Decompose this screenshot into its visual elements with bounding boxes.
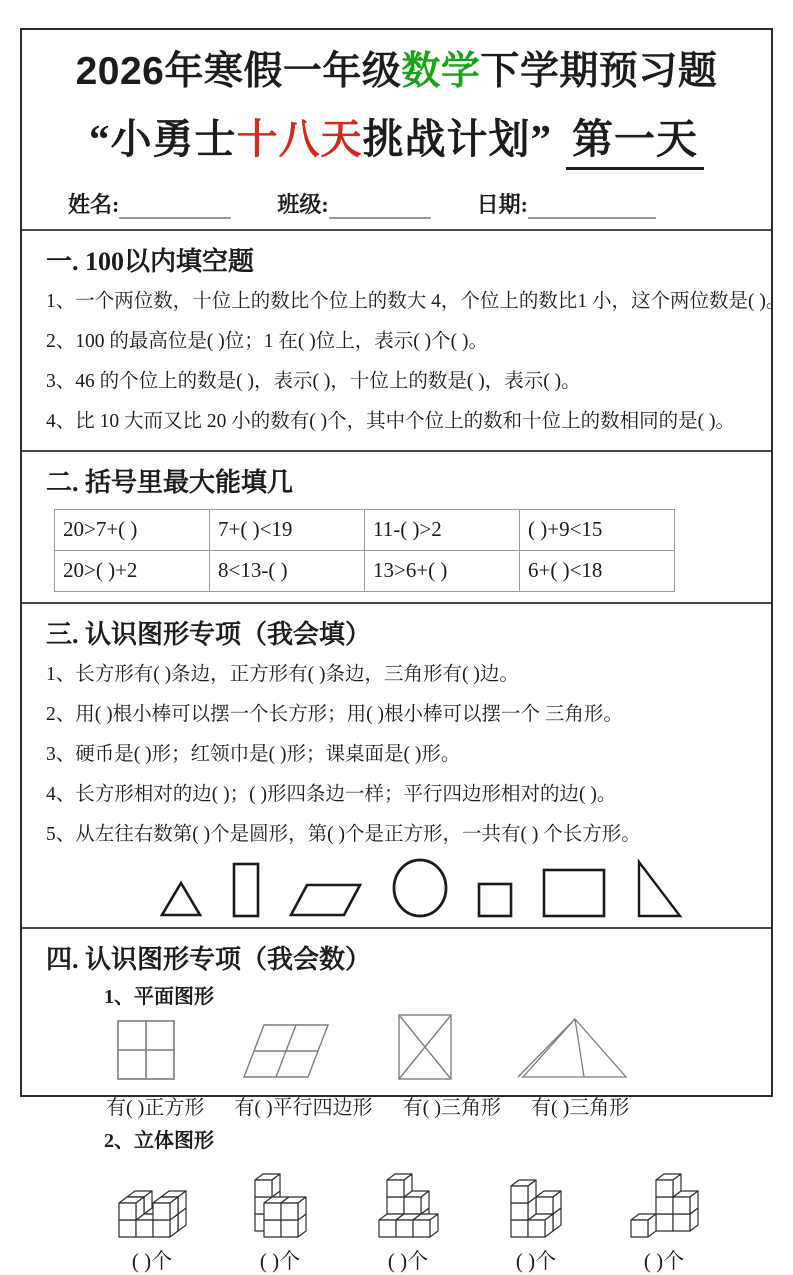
caption-parallelogram-count: 有( )平行四边形 bbox=[234, 1096, 373, 1119]
question-line: 3、46 的个位上的数是( )，表示( )，十位上的数是( )，表示( )。 bbox=[46, 370, 581, 392]
parallelogram-shape bbox=[288, 881, 364, 919]
cube-stack-2-drawing bbox=[253, 1161, 308, 1239]
cube-stack-5-drawing bbox=[629, 1161, 700, 1239]
cube-stack-3 bbox=[344, 1161, 472, 1275]
table-row bbox=[55, 550, 675, 591]
caption-triangle-count-2: 有( )三角形 bbox=[530, 1096, 630, 1119]
section1-heading: 一. 100以内填空题 bbox=[46, 247, 255, 276]
page-subtitle bbox=[46, 106, 747, 170]
question-line: 4、比 10 大而又比 20 小的数有( )个，其中个位上的数和十位上的数相同的是( )。 bbox=[46, 410, 735, 432]
table-cell[interactable]: 13>6+( ) bbox=[365, 550, 520, 591]
solid-figures-label: 2、立体图形 bbox=[104, 1129, 214, 1152]
shapes-row bbox=[158, 857, 747, 919]
student-info-row bbox=[68, 188, 747, 219]
date-blank-line[interactable] bbox=[528, 199, 656, 219]
cube-figures-row bbox=[88, 1161, 747, 1275]
table-cell[interactable]: 6+( )<18 bbox=[520, 550, 675, 591]
table-row bbox=[55, 509, 675, 550]
table-cell[interactable]: 11-( )>2 bbox=[365, 509, 520, 550]
plane-figures-row bbox=[114, 1013, 747, 1083]
cube-count-caption: ( )个 bbox=[131, 1248, 173, 1273]
question-line: 4、长方形相对的边( )；( )形四条边一样；平行四边形相对的边( )。 bbox=[46, 783, 617, 805]
title-prefix: 2026年寒假一年级 bbox=[75, 50, 402, 93]
cube-stack-1-drawing bbox=[117, 1161, 188, 1239]
cube-stack-2 bbox=[216, 1161, 344, 1275]
table-cell[interactable]: 8<13-( ) bbox=[210, 550, 365, 591]
circle-shape bbox=[391, 857, 449, 919]
cube-count-caption: ( )个 bbox=[387, 1248, 429, 1273]
cube-stack-4 bbox=[472, 1161, 600, 1275]
class-field bbox=[277, 188, 430, 219]
question-line: 3、硬币是( )形；红领巾是( )形；课桌面是( )形。 bbox=[46, 743, 461, 765]
triangle-divided-figure bbox=[518, 1015, 630, 1083]
title-suffix: 下学期预习题 bbox=[480, 50, 718, 93]
page-title bbox=[46, 40, 747, 96]
parallelogram-grid-figure bbox=[240, 1019, 332, 1083]
question-line: 1、长方形有( )条边，正方形有( )条边，三角形有( )边。 bbox=[46, 663, 519, 685]
cube-stack-4-drawing bbox=[509, 1161, 563, 1239]
section-divider bbox=[22, 602, 771, 604]
max-fill-table bbox=[54, 509, 675, 592]
question-line: 2、用( )根小棒可以摆一个长方形；用( )根小棒可以摆一个 三角形。 bbox=[46, 703, 623, 725]
table-cell[interactable]: 20>7+( ) bbox=[55, 509, 210, 550]
section3-heading: 三. 认识图形专项（我会填） bbox=[46, 619, 372, 649]
rectangle-diagonals-figure bbox=[394, 1011, 456, 1083]
question-line: 1、一个两位数，十位上的数比个位上的数大 4，个位上的数比1 小，这个两位数是( )。 bbox=[46, 291, 786, 312]
name-field bbox=[68, 188, 231, 219]
section-divider bbox=[22, 927, 771, 929]
caption-square-count: 有( )正方形 bbox=[106, 1096, 205, 1119]
small-square-shape bbox=[476, 881, 514, 919]
subtitle-day-number: 第一天 bbox=[566, 106, 704, 170]
section-divider bbox=[22, 450, 771, 452]
right-triangle-shape bbox=[634, 859, 684, 919]
subtitle-highlight-days: 十八天 bbox=[236, 116, 363, 162]
name-blank-line[interactable] bbox=[119, 199, 231, 219]
question-line: 2、100 的最高位是( )位；1 在( )位上，表示( )个( )。 bbox=[46, 330, 488, 352]
date-label: 日期: bbox=[476, 192, 528, 217]
cube-stack-5 bbox=[600, 1161, 728, 1275]
worksheet-page bbox=[20, 28, 786, 1273]
cube-count-caption: ( )个 bbox=[259, 1248, 301, 1273]
table-cell[interactable]: 20>( )+2 bbox=[55, 550, 210, 591]
tall-rectangle-shape bbox=[231, 861, 261, 919]
table-cell[interactable]: ( )+9<15 bbox=[520, 509, 675, 550]
question-line: 5、从左往右数第( )个是圆形，第( )个是正方形，一共有( ) 个长方形。 bbox=[46, 823, 641, 845]
date-field bbox=[477, 188, 656, 219]
cube-count-caption: ( )个 bbox=[515, 1248, 557, 1273]
cube-stack-3-drawing bbox=[377, 1161, 440, 1239]
plane-captions-row bbox=[106, 1091, 747, 1120]
subtitle-prefix: “小勇士 bbox=[89, 116, 237, 162]
table-cell[interactable]: 7+( )<19 bbox=[210, 509, 365, 550]
subtitle-suffix: 挑战计划” bbox=[362, 116, 552, 162]
cube-count-caption: ( )个 bbox=[643, 1248, 685, 1273]
class-label: 班级: bbox=[277, 192, 329, 217]
cube-stack-1 bbox=[88, 1161, 216, 1275]
section2-heading: 二. 括号里最大能填几 bbox=[46, 467, 294, 497]
class-blank-line[interactable] bbox=[329, 199, 431, 219]
section-divider bbox=[22, 229, 771, 231]
caption-triangle-count: 有( )三角形 bbox=[402, 1096, 501, 1119]
title-highlight-subject: 数学 bbox=[401, 50, 481, 93]
square-grid-figure bbox=[114, 1017, 178, 1083]
rectangle-shape bbox=[541, 867, 607, 919]
plane-figures-label: 1、平面图形 bbox=[104, 985, 214, 1008]
triangle-shape bbox=[158, 879, 204, 919]
name-label: 姓名: bbox=[68, 192, 120, 217]
section4-heading: 四. 认识图形专项（我会数） bbox=[46, 944, 372, 974]
